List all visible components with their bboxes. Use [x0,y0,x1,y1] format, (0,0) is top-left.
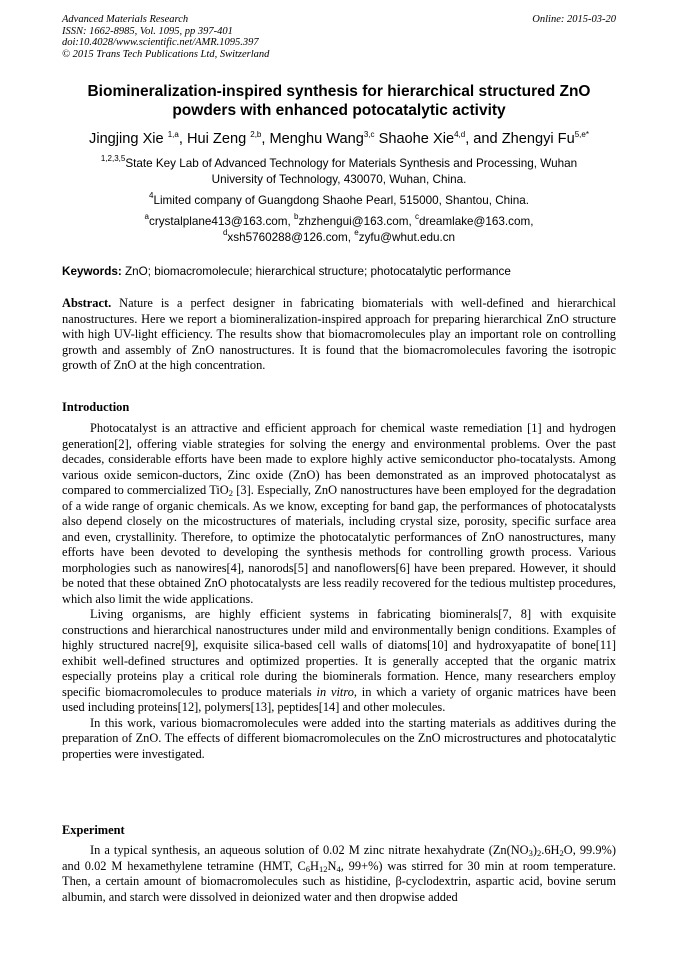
email-d[interactable]: $^d$xsh5760288@126.com [222,227,348,244]
author-1: Jingjing Xie $^{1,a}$, [89,130,187,147]
email-c[interactable]: $^c$dreamlake@163.com [414,212,531,228]
doi-line: doi:10.4028/www.scientific.net/AMR.1095.397 [62,37,259,48]
experiment-body [62,843,616,905]
experiment-paragraph-1: In a typical synthesis, an aqueous solution of 0.02 M zinc nitrate hexahydrate ($Zn(NO_3)_2.6H_2O$, 99.9%) and 0.02 M hexamethylene tetramine (HMT, $C_6H_{12}N_4$, 99+%) was stirred for 30 min at room temperature. Then, a certain amount of biomacromolecules such as histidine, β-cyclodextrin, aspartic acid, bovine serum albumin, and starch were dissolved in deionized water and then dropwise added [62,843,616,904]
keywords-text: ZnO; biomacromolecule; hierarchical structure; photocatalytic performance [125,265,511,278]
author-3: Menghu Wang$^{3,c}$ [269,130,375,147]
introduction-body [62,421,616,762]
journal-header [62,14,616,60]
author-2: Hui Zeng $^{2,b}$, [186,130,270,147]
title-line-1: Biomineralization-inspired synthesis for hierarchical structured ZnO [87,83,591,100]
issn-line: ISSN: 1662-8985, Vol. 1095, pp 397-401 [62,25,233,37]
abstract [62,296,616,374]
author-5: Zhengyi $Fu^{5,e*}$ [501,130,589,147]
intro-paragraph-3: In this work, various biomacromolecules were added into the starting materials as additives during the preparation of ZnO. The effects of different biomacromolecules on the ZnO microstructures and photocatalytic properties were investigated. [62,715,616,761]
keywords-label: Keywords: [62,265,122,278]
online-date: Online: 2015-03-20 [532,14,616,25]
abstract-label: Abstract. [62,296,112,310]
experiment-heading: Experiment [62,823,125,837]
title-line-2: powders with enhanced potocatalytic activity [172,102,506,119]
paper-title [40,82,638,120]
author-list [40,130,638,148]
introduction-heading: Introduction [62,400,130,414]
copyright-line: © 2015 Trans Tech Publications Ltd, Switzerland [62,48,270,60]
affiliation-2: $^4$Limited company of Guangdong Shaohe Pearl, 515000, Shantou, China. [148,191,530,207]
abstract-text: Nature is a perfect designer in fabricating biomaterials with well-defined and hierarchical nanostructures. Here we report a biomineralization-inspired approach for preparing hierarchical ZnO structure with high UV-light efficiency. The results show that biomacromolecules play an important role on controlling growth and assembly of ZnO nanostructures. It is found that the biomacromolecules favoring the isotropic growth of ZnO at the high concentration. [62,296,616,372]
affiliation-1: $^{1,2,3,5}$State Key Lab of Advanced Technology for Materials Synthesis and Processing, Wuhan University of Technology, 430070, Wuhan, China. [100,154,578,186]
intro-paragraph-1: Photocatalyst is an attractive and efficient approach for chemical waste remediation [1] and hydrogen generation[2], offering viable strategies for solving the energy and environmental problems. Over the past decades, considerable efforts have been made to explore highly active semiconductor pho-tocatalysts. Among various oxide semicon-ductors, Zinc oxide (ZnO) has been demonstrated as an improved photocatalyst as compared to commercialized TiO$_2$ [3]. Especially, ZnO nanostructures have been employed for the degradation of a wide range of organic chemicals. As we know, excepting for band gap, the performances of photocatalysts also depend closely on the micostructures of materials, including crystal size, porosity, specific surface area and even, crystallinity. Therefore, to optimize the photocatalytic performances of ZnO nanostructures, many efforts have been devoted to developing the synthesis methods for controlling growth process. Various morphologies such as nanowires[4], nanorods[5] and nanoflowers[6] have been prepared. However, it should be noted that these obtained ZnO photocatalysts are less readily recovered for the tedious multistep procedures, which also limit the wide applications. [62,421,616,606]
intro-paragraph-2: Living organisms, are highly efficient systems in fabricating biominerals[7, 8] with exquisite constructions and hierarchical nanostructures under mild and environmentally benign conditions. Examples of highly structured nacre[9], exquisite silica-based cell walls of diatoms[10] and hydroxyapatite of bone[11] exhibit well-defined structures and optimized properties. It is generally accepted that the organic matrix especially proteins play a critical role during the biominerals formation. Hence, many researchers employ specific biomacromolecules to produce materials in vitro, in which a variety of organic matrices have been used including proteins[12], polymers[13], peptides[14] and other molecules. [62,607,617,714]
keywords [62,265,622,279]
email-e[interactable]: $^e$zyfu@whut.edu.cn [354,227,456,244]
email-b[interactable]: $^b$zhzhengui@163.com [294,212,409,228]
email-a[interactable]: $^a$crystalplane413@163.com [144,212,288,228]
author-4: Shaohe Xie$^{4,d}$, and [378,130,502,147]
journal-name: Advanced Materials Research [62,14,189,25]
author-emails: $^a$crystalplane413@163.com, $^b$zhzhengui@163.com, $^c$dreamlake@163.com, $^d$xsh5760288@126.com, $^e$zyfu@whut.edu.cn [144,212,534,244]
